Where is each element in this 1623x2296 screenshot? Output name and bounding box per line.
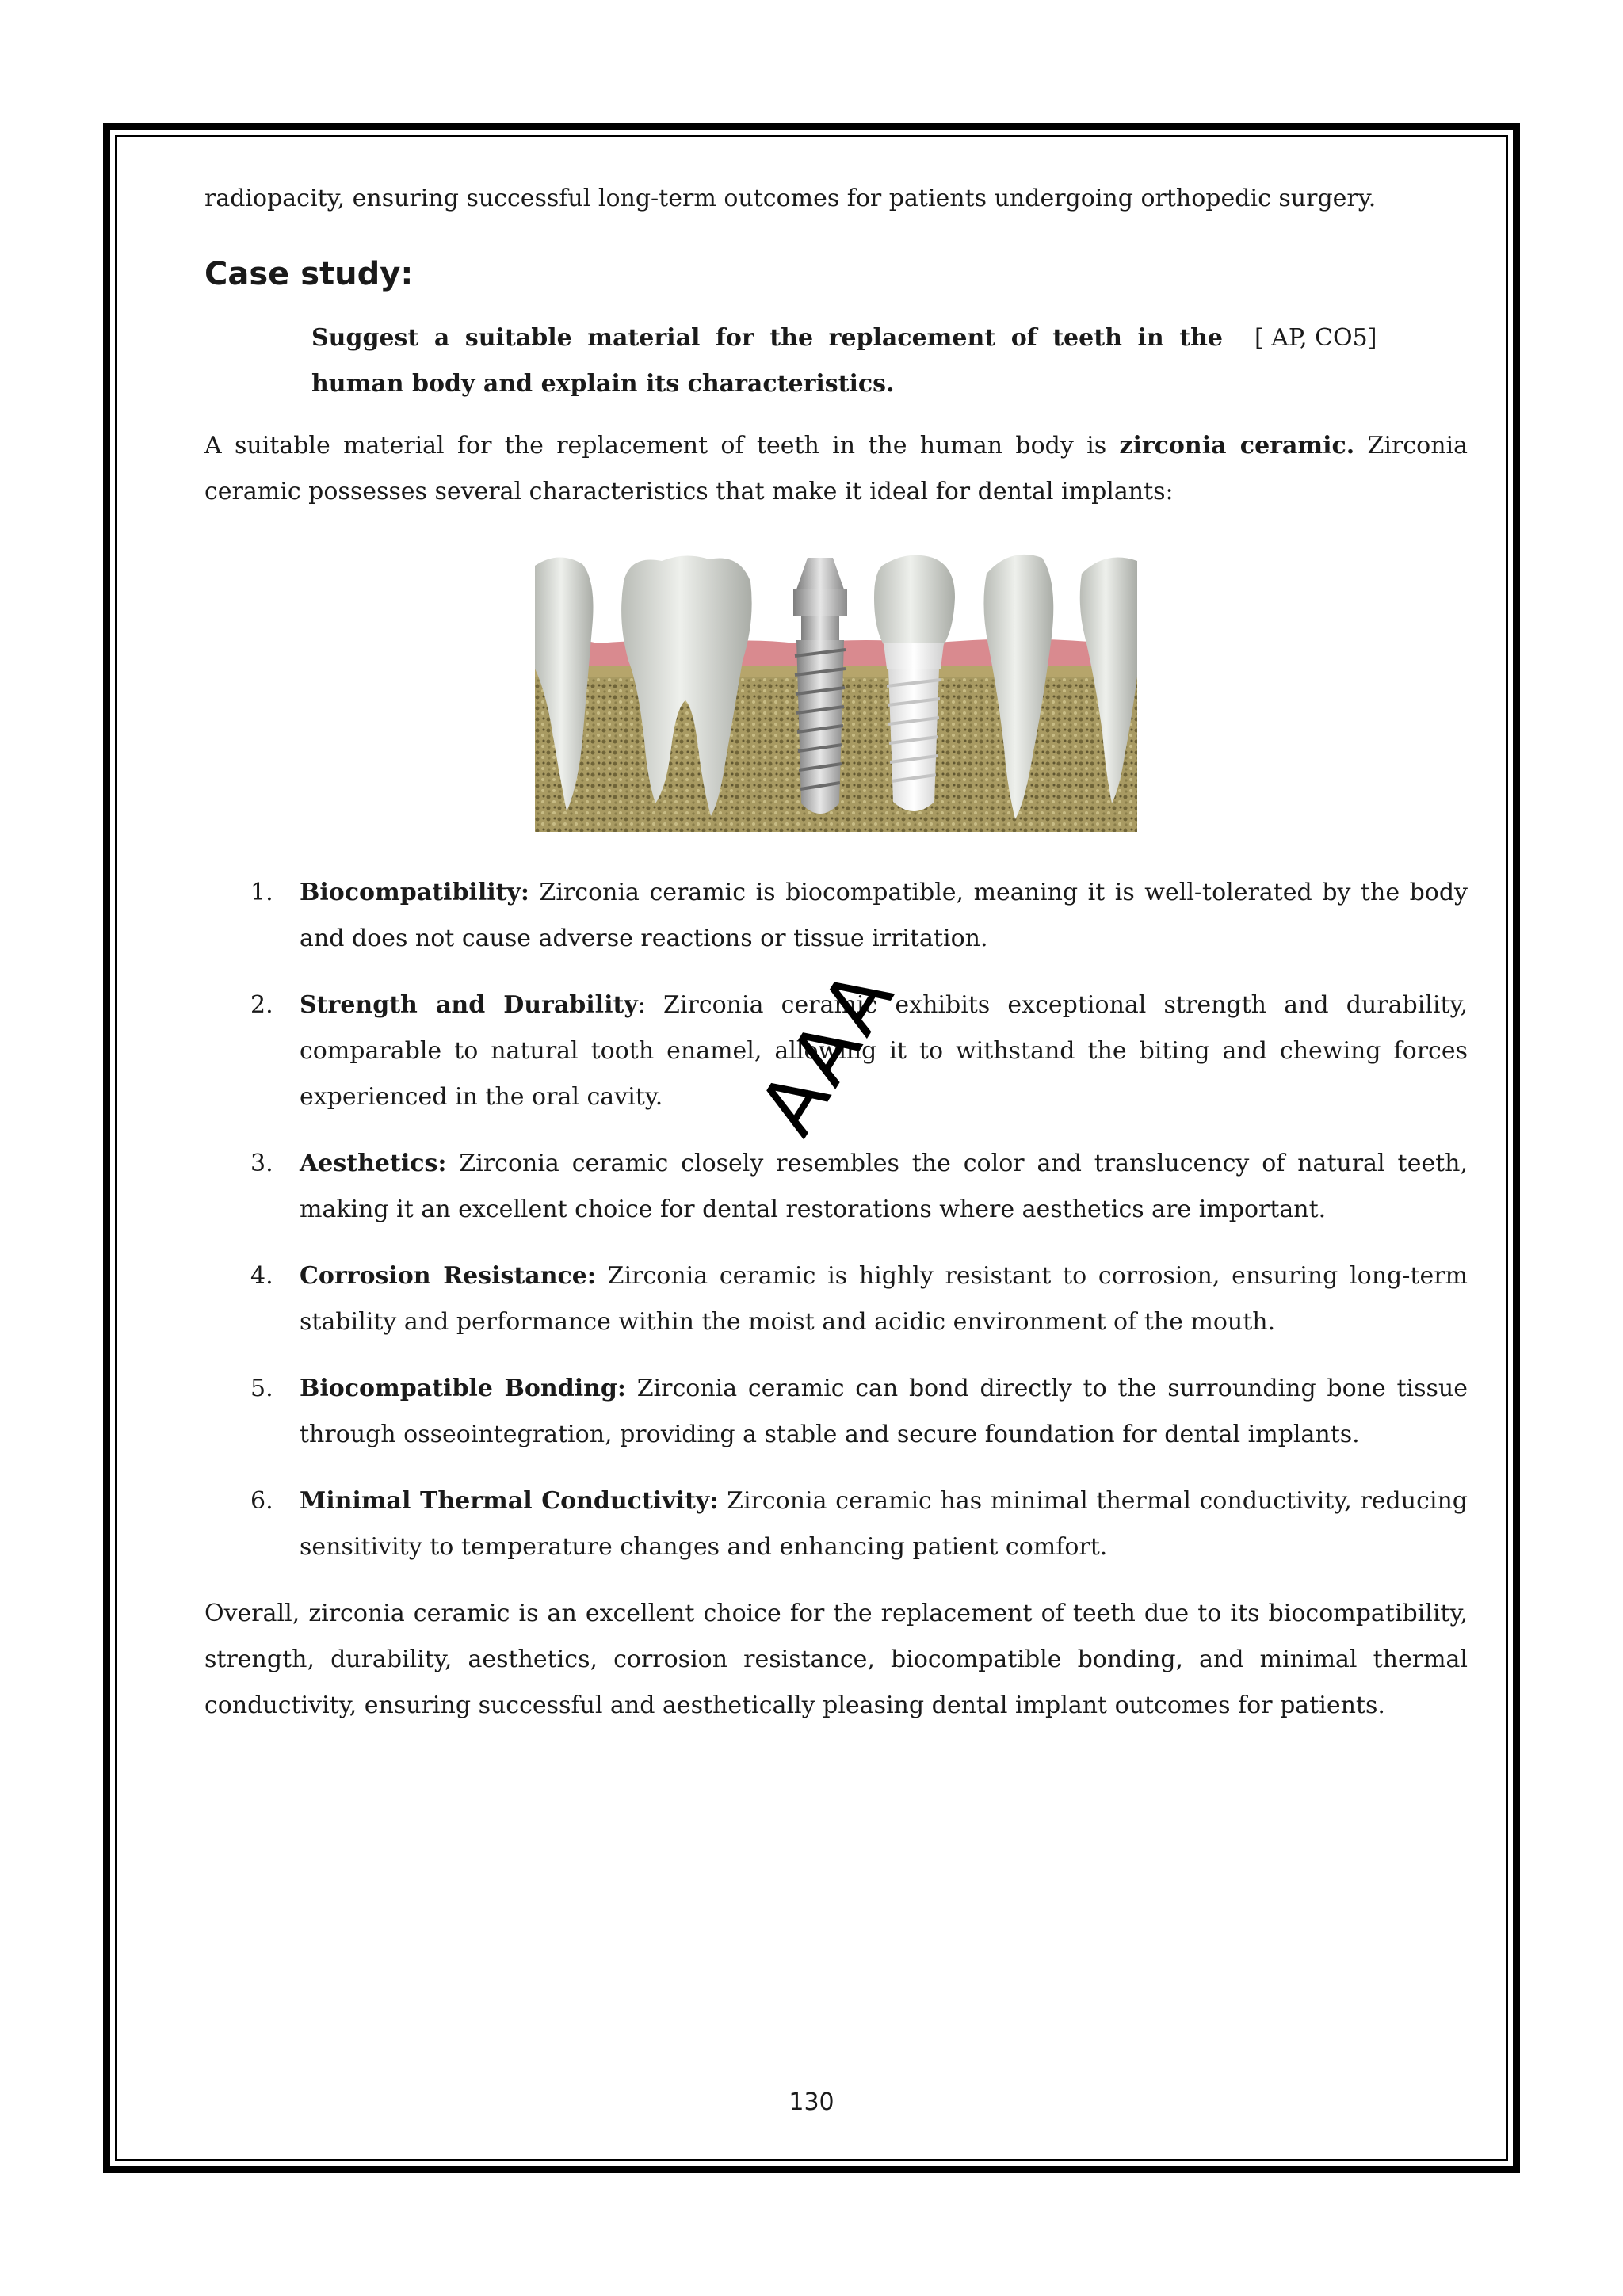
item-text: Zirconia ceramic has minimal thermal conductivity, reducing sensitivity to temperature changes and enhancing patient comfort.: [300, 1487, 1468, 1561]
closing-paragraph: Overall, zirconia ceramic is an excellent choice for the replacement of teeth due to its biocompatibility, strength, durability, aesthetics, corrosion resistance, biocompatible bonding, and minimal thermal conductivity, ensuring successful and aesthetically pleasing dental implant outcomes for patients.: [204, 1600, 1468, 1719]
answer-intro-after: Zirconia ceramic possesses several characteristics that make it ideal for dental implants:: [204, 432, 1468, 505]
list-number: 2.: [250, 991, 273, 1019]
list-number: 5.: [250, 1375, 273, 1402]
list-number: 6.: [250, 1487, 273, 1515]
item-title: Minimal Thermal Conductivity:: [300, 1487, 719, 1515]
question-text: Suggest a suitable material for the replacement of teeth in the human body and explain its characteristics.: [311, 324, 1223, 398]
item-title: Aesthetics:: [300, 1150, 447, 1177]
item-text: Zirconia ceramic closely resembles the color and translucency of natural teeth, making it an excellent choice for dental restorations where aesthetics are important.: [300, 1150, 1468, 1223]
list-item: [204, 1141, 1468, 1233]
answer-material: zirconia ceramic.: [1119, 432, 1355, 460]
dental-implant-illustration: [535, 550, 1137, 832]
item-text: : Zirconia ceramic exhibits exceptional strength and durability, comparable to natural tooth enamel, allowing it to withstand the biting and chewing forces experienced in the oral cavity.: [300, 991, 1468, 1111]
item-title: Biocompatibility:: [300, 879, 529, 906]
list-number: 1.: [250, 879, 273, 906]
list-number: 4.: [250, 1262, 273, 1290]
dental-implant-figure: [535, 550, 1137, 832]
list-item: [204, 1253, 1468, 1345]
item-text: Zirconia ceramic is biocompatible, meaning it is well-tolerated by the body and does not cause adverse reactions or tissue irritation.: [300, 879, 1468, 952]
list-number: 3.: [250, 1150, 273, 1177]
question-block: [311, 315, 1468, 407]
intro-paragraph: radiopacity, ensuring successful long-term outcomes for patients undergoing orthopedic surgery.: [204, 185, 1377, 212]
item-text: Zirconia ceramic can bond directly to the surrounding bone tissue through osseointegration, providing a stable and secure foundation for dental implants.: [300, 1375, 1468, 1448]
list-item: [204, 870, 1468, 962]
item-title: Biocompatible Bonding:: [300, 1375, 626, 1402]
question-marks: [ AP, CO5]: [1254, 324, 1377, 352]
item-title: Strength and Durability: [300, 991, 638, 1019]
titanium-implant: [793, 558, 847, 814]
section-heading: Case study:: [204, 256, 414, 292]
item-text: Zirconia ceramic is highly resistant to corrosion, ensuring long-term stability and performance within the moist and acidic environment of the mouth.: [300, 1262, 1468, 1336]
answer-intro-before: A suitable material for the replacement of teeth in the human body is: [204, 432, 1120, 460]
list-item: [204, 1478, 1468, 1570]
list-item: [204, 1366, 1468, 1458]
watermark: AAA: [741, 952, 914, 1151]
item-title: Corrosion Resistance:: [300, 1262, 596, 1290]
page-number: 130: [789, 2088, 834, 2116]
answer-intro: [204, 423, 1468, 515]
